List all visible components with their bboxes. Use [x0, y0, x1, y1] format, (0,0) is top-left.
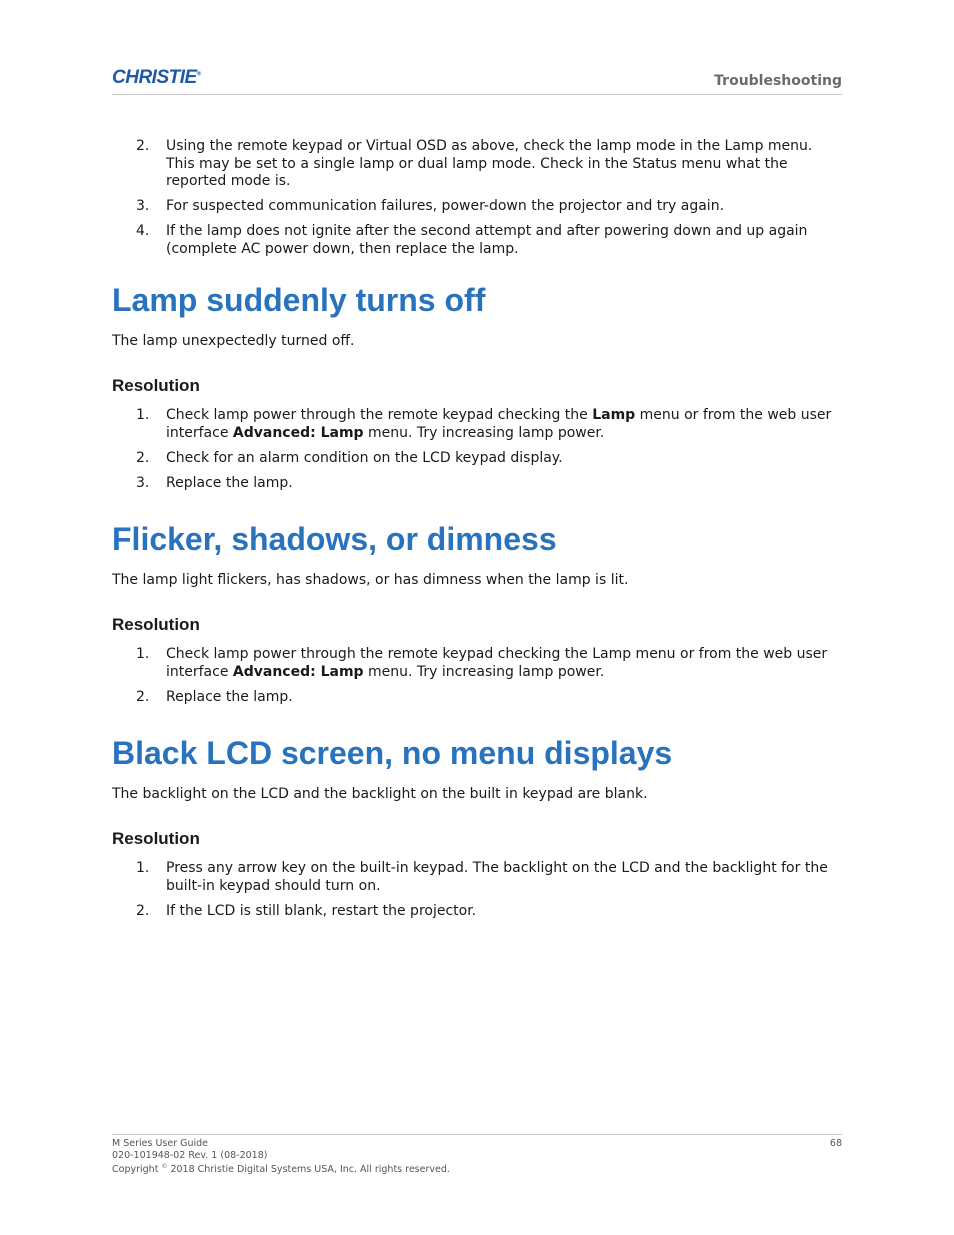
resolution-list [112, 646, 842, 706]
guide-title: M Series User Guide [112, 1138, 209, 1149]
page-header [112, 66, 842, 95]
christie-logo: CHRISTIE® [112, 67, 201, 88]
list-item: 1. Press any arrow key on the built-in keypad. The backlight on the LCD and the backlight for the built-in keypad should turn on. [136, 860, 828, 894]
section-description: The lamp light flickers, has shadows, or has dimness when the lamp is lit. [112, 572, 629, 588]
intro-list [112, 138, 842, 258]
list-item: 4. If the lamp does not ignite after the second attempt and after powering down and up again (complete AC power down, then replace the lamp. [136, 223, 808, 257]
resolution-heading: Resolution [112, 829, 200, 848]
list-item: 2. Using the remote keypad or Virtual OSD as above, check the lamp mode in the Lamp menu. This may be set to a single lamp or dual lamp mode. Check in the Status menu what the reported mode is. [136, 138, 813, 189]
heading-black-lcd: Black LCD screen, no menu displays [112, 735, 673, 771]
list-item: 2. If the LCD is still blank, restart the projector. [136, 902, 477, 919]
list-item: 2. Replace the lamp. [136, 688, 293, 705]
list-item: 2. Check for an alarm condition on the LCD keypad display. [136, 449, 563, 466]
heading-lamp-turns-off: Lamp suddenly turns off [112, 282, 486, 318]
resolution-list [112, 407, 842, 492]
list-item: 3. Replace the lamp. [136, 474, 293, 491]
list-item: 1. Check lamp power through the remote keypad checking the Lamp menu or from the web user interface Advanced: Lamp menu. Try increasing lamp power. [136, 407, 832, 441]
resolution-list [112, 860, 842, 920]
revision: 020-101948-02 Rev. 1 (08-2018) [112, 1149, 268, 1161]
section-description: The lamp unexpectedly turned off. [112, 333, 355, 349]
section-title: Troubleshooting [714, 73, 842, 89]
list-item: 3. For suspected communication failures, power-down the projector and try again. [136, 198, 725, 214]
section-description: The backlight on the LCD and the backlight on the built in keypad are blank. [112, 786, 648, 802]
page-footer [112, 1134, 842, 1176]
page-number: 68 [829, 1138, 842, 1149]
heading-flicker: Flicker, shadows, or dimness [112, 521, 557, 557]
page-content [112, 138, 842, 928]
resolution-heading: Resolution [112, 376, 200, 395]
resolution-heading: Resolution [112, 615, 200, 634]
copyright: Copyright © 2018 Christie Digital Systems USA, Inc. All rights reserved. [112, 1163, 450, 1176]
list-item: 1. Check lamp power through the remote keypad checking the Lamp menu or from the web user interface Advanced: Lamp menu. Try increasing lamp power. [136, 646, 828, 680]
